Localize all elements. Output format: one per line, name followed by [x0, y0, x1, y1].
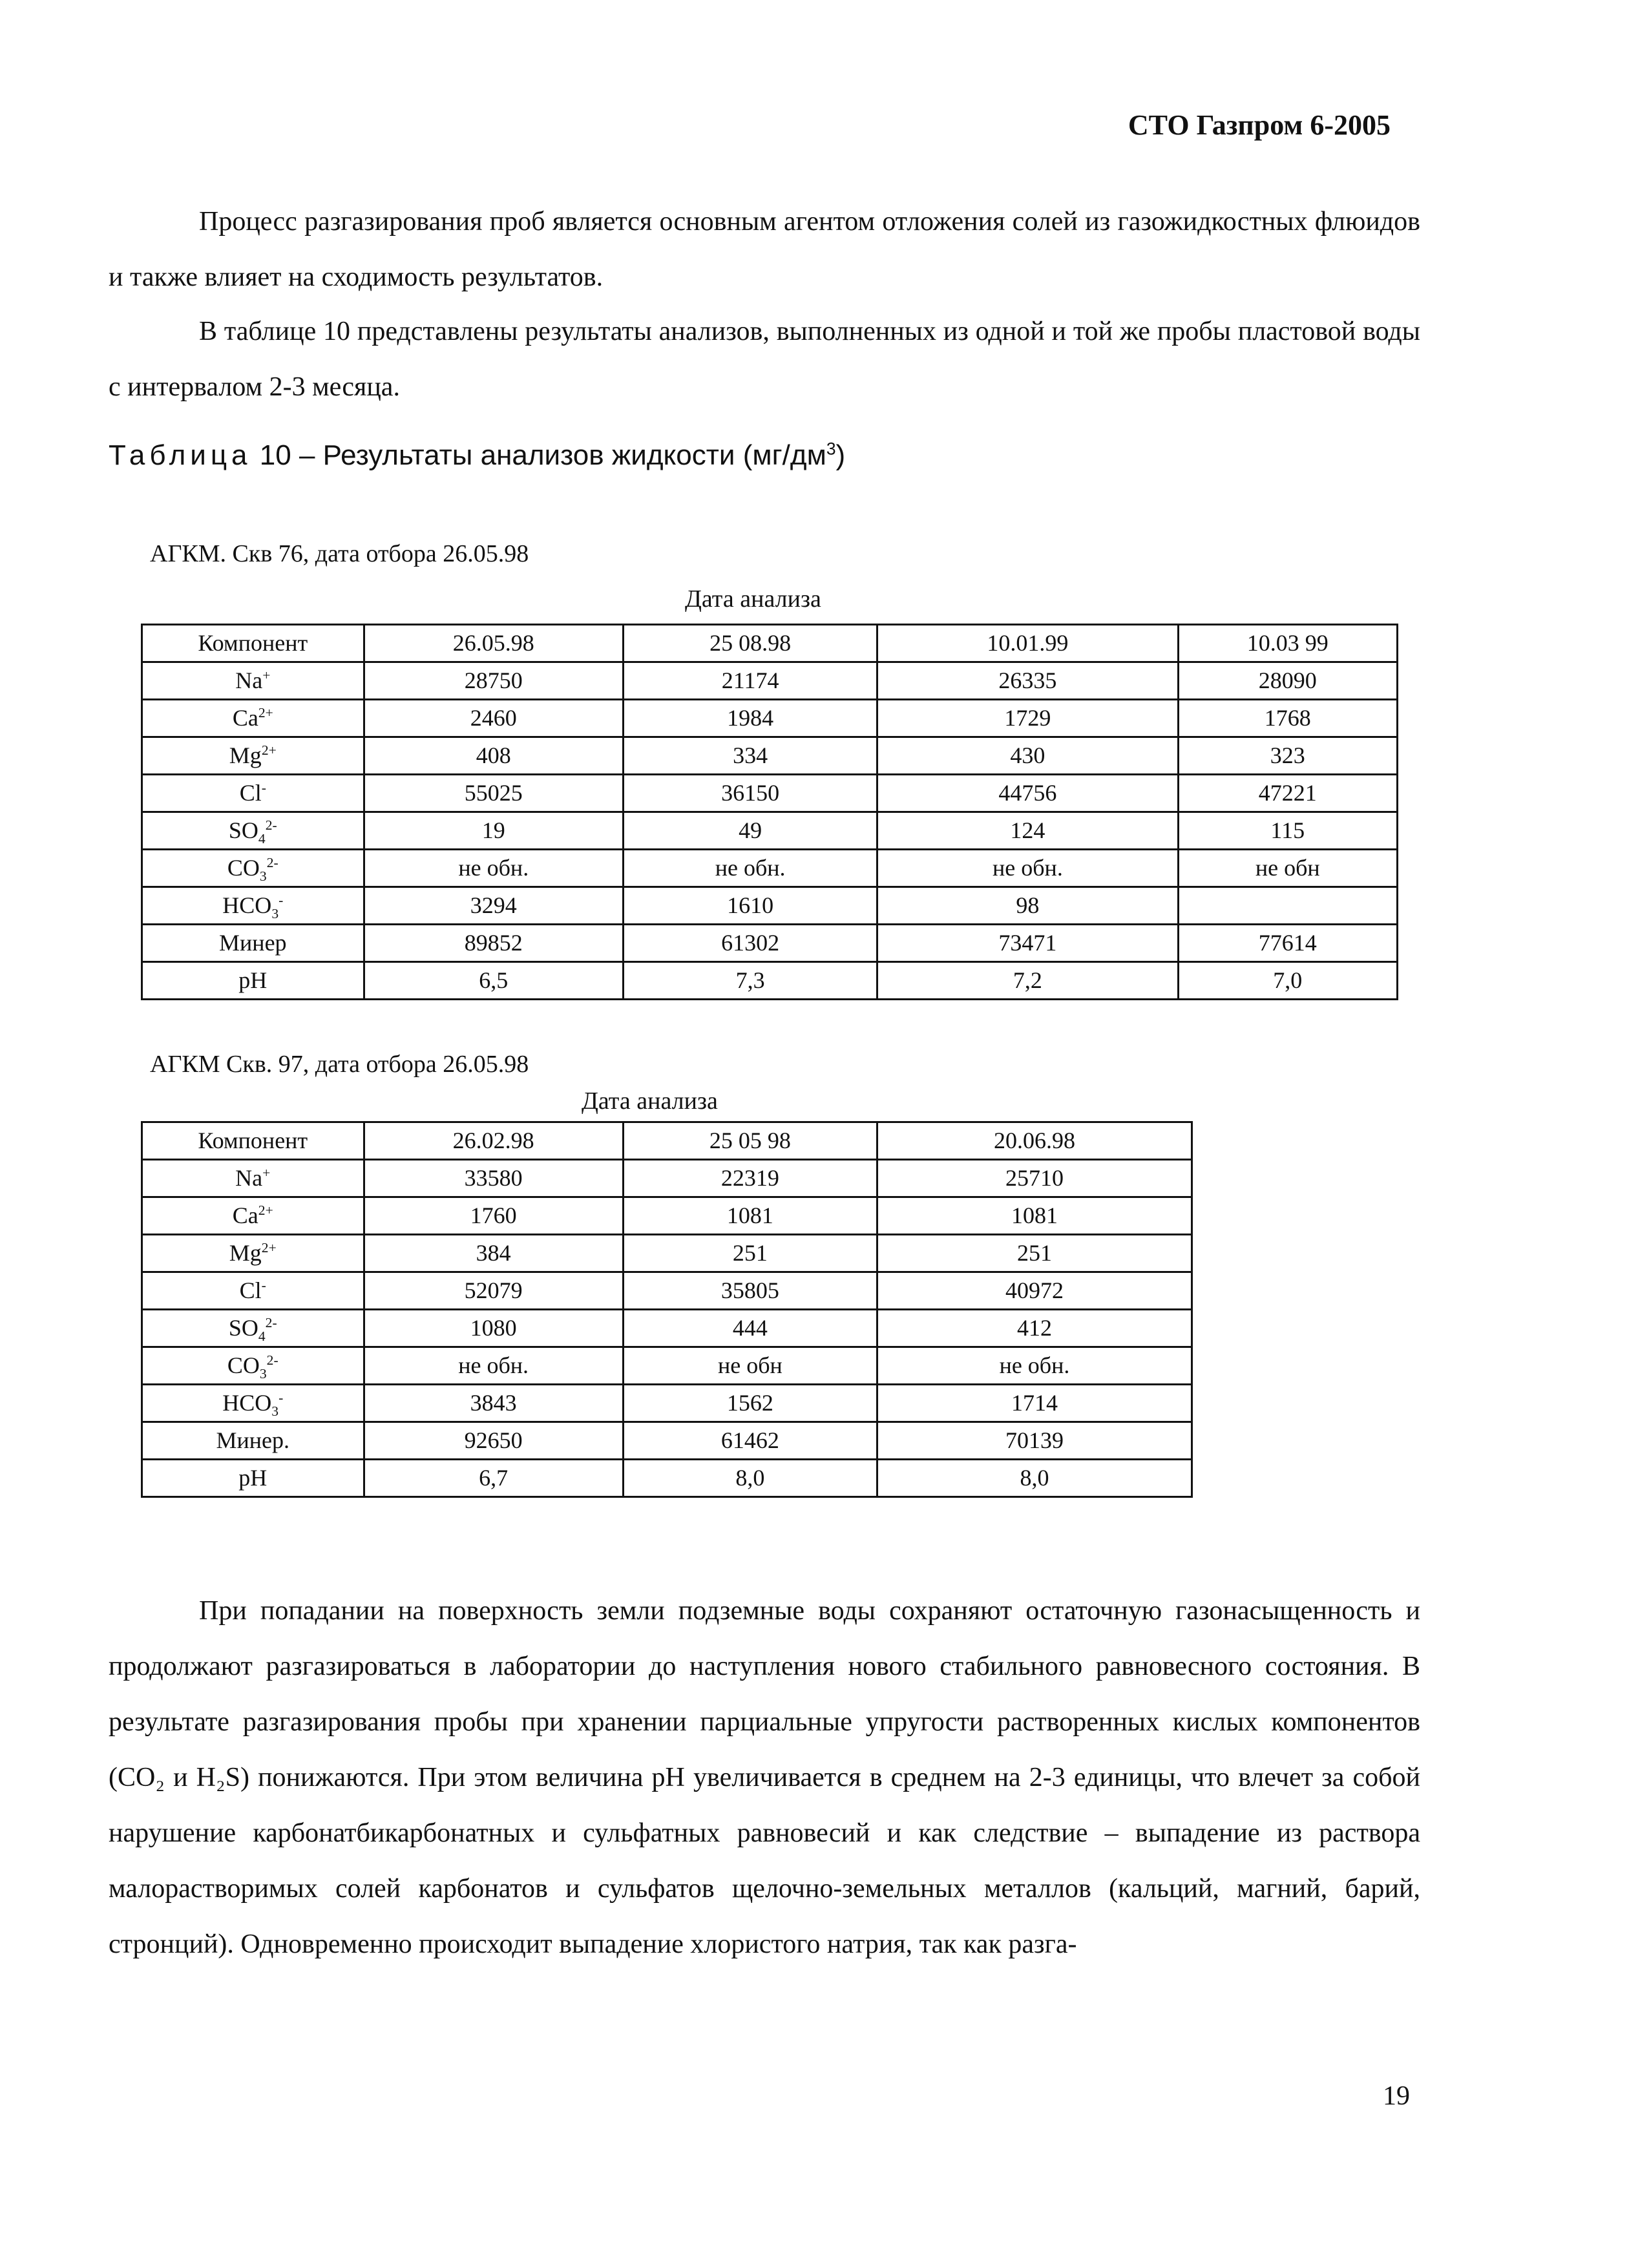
component-name: Минер. [216, 1427, 290, 1453]
value-cell: не обн. [623, 850, 877, 887]
value-cell: 251 [623, 1235, 877, 1272]
table1-subtitle: АГКМ. Скв 76, дата отбора 26.05.98 [150, 540, 529, 567]
value-cell: 28090 [1178, 662, 1397, 700]
table-caption-dash: – [299, 439, 315, 471]
value-cell: 3843 [364, 1385, 623, 1422]
table1 [141, 624, 1398, 1000]
value-cell: 7,0 [1178, 962, 1397, 1000]
value-cell: не обн. [877, 1347, 1192, 1385]
value-cell: 8,0 [877, 1460, 1192, 1497]
table2-body [142, 1122, 1192, 1497]
value-cell: не обн [623, 1347, 877, 1385]
component-cell [142, 1347, 364, 1385]
header-date: 20.06.98 [877, 1122, 1192, 1160]
component-cell [142, 887, 364, 925]
value-cell: не обн [1178, 850, 1397, 887]
component-superscript: - [261, 1277, 266, 1293]
table-row [142, 700, 1398, 737]
value-cell: 6,7 [364, 1460, 623, 1497]
table-row [142, 1235, 1192, 1272]
table-row [142, 737, 1398, 775]
table-caption-number: 10 [259, 439, 291, 471]
table-row [142, 662, 1398, 700]
component-name: pH [238, 1465, 268, 1491]
value-cell: 61462 [623, 1422, 877, 1460]
value-cell: не обн. [877, 850, 1178, 887]
value-cell: 412 [877, 1310, 1192, 1347]
value-cell: 73471 [877, 925, 1178, 962]
component-superscript: 2- [266, 1352, 278, 1368]
component-superscript: 2- [265, 817, 277, 833]
value-cell: 124 [877, 812, 1178, 850]
table-row [142, 1460, 1192, 1497]
table-row [142, 1160, 1192, 1197]
value-cell: 70139 [877, 1422, 1192, 1460]
component-name: CO [227, 1352, 260, 1378]
component-subscript: 3 [259, 868, 267, 885]
value-cell: 47221 [1178, 775, 1397, 812]
value-cell: 40972 [877, 1272, 1192, 1310]
value-cell: 1768 [1178, 700, 1397, 737]
table2 [141, 1121, 1193, 1498]
component-name: HCO [222, 1390, 272, 1416]
table-caption-label: Таблица [109, 439, 252, 471]
value-cell: 323 [1178, 737, 1397, 775]
component-cell [142, 1422, 364, 1460]
table-row [142, 850, 1398, 887]
component-cell [142, 850, 364, 887]
value-cell: 52079 [364, 1272, 623, 1310]
table-row [142, 1422, 1192, 1460]
page-number: 19 [1383, 2081, 1410, 2111]
value-cell: 2460 [364, 700, 623, 737]
value-cell: 444 [623, 1310, 877, 1347]
component-superscript: 2+ [258, 1202, 273, 1218]
table2-date-header: Дата анализа [582, 1087, 718, 1115]
table-row [142, 1272, 1192, 1310]
component-name: Mg [229, 1240, 262, 1266]
value-cell: 49 [623, 812, 877, 850]
component-cell [142, 812, 364, 850]
component-cell [142, 1235, 364, 1272]
header-date: 25 08.98 [623, 625, 877, 662]
component-name: pH [238, 967, 268, 993]
paragraph-intro-1: Процесс разгазирования проб является основным агентом отложения солей из газожидкостных флюидов и также влияет на сходимость результатов. [109, 207, 1420, 292]
value-cell: 1714 [877, 1385, 1192, 1422]
component-subscript: 4 [258, 831, 266, 847]
value-cell: не обн. [364, 850, 623, 887]
header-date: 25 05 98 [623, 1122, 877, 1160]
header-date: 26.05.98 [364, 625, 623, 662]
value-cell: 8,0 [623, 1460, 877, 1497]
value-cell [1178, 887, 1397, 925]
value-cell: не обн. [364, 1347, 623, 1385]
component-name: CO [227, 855, 260, 881]
component-name: Ca [232, 705, 258, 731]
value-cell: 33580 [364, 1160, 623, 1197]
table-row [142, 1347, 1192, 1385]
value-cell: 251 [877, 1235, 1192, 1272]
value-cell: 26335 [877, 662, 1178, 700]
table-caption-title: Результаты анализов жидкости (мг/дм [322, 439, 826, 471]
component-name: Na [235, 667, 263, 693]
table2-subtitle: АГКМ Скв. 97, дата отбора 26.05.98 [150, 1051, 529, 1078]
table-row [142, 775, 1398, 812]
table-row [142, 812, 1398, 850]
component-cell [142, 1460, 364, 1497]
value-cell: 1081 [877, 1197, 1192, 1235]
table-header-row [142, 625, 1398, 662]
value-cell: 92650 [364, 1422, 623, 1460]
component-subscript: 3 [271, 1403, 279, 1420]
component-cell [142, 662, 364, 700]
component-cell [142, 775, 364, 812]
component-subscript: 3 [271, 906, 279, 922]
table-row [142, 1197, 1192, 1235]
value-cell: 44756 [877, 775, 1178, 812]
component-cell [142, 700, 364, 737]
value-cell: 334 [623, 737, 877, 775]
value-cell: 430 [877, 737, 1178, 775]
value-cell: 1562 [623, 1385, 877, 1422]
value-cell: 384 [364, 1235, 623, 1272]
component-cell [142, 1197, 364, 1235]
value-cell: 36150 [623, 775, 877, 812]
table-row [142, 925, 1398, 962]
component-cell [142, 1160, 364, 1197]
value-cell: 25710 [877, 1160, 1192, 1197]
component-cell [142, 962, 364, 1000]
table-row [142, 1310, 1192, 1347]
value-cell: 7,3 [623, 962, 877, 1000]
value-cell: 1760 [364, 1197, 623, 1235]
value-cell: 1984 [623, 700, 877, 737]
component-cell [142, 1310, 364, 1347]
table-caption [109, 439, 845, 472]
value-cell: 1081 [623, 1197, 877, 1235]
value-cell: 19 [364, 812, 623, 850]
component-cell [142, 925, 364, 962]
value-cell: 28750 [364, 662, 623, 700]
component-superscript: 2+ [261, 742, 277, 758]
component-superscript: + [262, 1165, 271, 1181]
component-name: Na [235, 1165, 263, 1191]
value-cell: 98 [877, 887, 1178, 925]
table-row [142, 887, 1398, 925]
value-cell: 3294 [364, 887, 623, 925]
component-name: SO [228, 817, 258, 843]
component-superscript: + [262, 667, 271, 683]
table-caption-close: ) [835, 439, 846, 471]
component-name: Минер [219, 930, 287, 956]
component-name: Mg [229, 742, 262, 768]
value-cell: 1729 [877, 700, 1178, 737]
component-cell [142, 1385, 364, 1422]
document-header: СТО Газпром 6-2005 [1128, 109, 1391, 141]
component-superscript: 2- [265, 1315, 277, 1330]
value-cell: 408 [364, 737, 623, 775]
value-cell: 61302 [623, 925, 877, 962]
component-name: Cl [239, 780, 262, 806]
component-superscript: 2+ [258, 705, 273, 720]
value-cell: 115 [1178, 812, 1397, 850]
header-date: 10.01.99 [877, 625, 1178, 662]
header-date: 10.03 99 [1178, 625, 1397, 662]
table1-date-header: Дата анализа [685, 585, 821, 613]
component-cell [142, 737, 364, 775]
component-name: Ca [232, 1202, 258, 1228]
value-cell: 22319 [623, 1160, 877, 1197]
component-name: Cl [239, 1277, 262, 1303]
table1-body [142, 625, 1398, 1000]
value-cell: 1610 [623, 887, 877, 925]
value-cell: 7,2 [877, 962, 1178, 1000]
table-row [142, 1385, 1192, 1422]
header-date: 26.02.98 [364, 1122, 623, 1160]
value-cell: 77614 [1178, 925, 1397, 962]
value-cell: 35805 [623, 1272, 877, 1310]
table-header-row [142, 1122, 1192, 1160]
component-superscript: - [261, 780, 266, 795]
value-cell: 55025 [364, 775, 623, 812]
component-cell [142, 1272, 364, 1310]
value-cell: 21174 [623, 662, 877, 700]
component-superscript: 2- [266, 855, 278, 870]
component-subscript: 4 [258, 1328, 266, 1345]
paragraph-intro-2: В таблице 10 представлены результаты анализов, выполненных из одной и той же пробы пластовой воды с интервалом 2-3 месяца. [109, 317, 1420, 402]
header-component: Компонент [142, 1122, 364, 1160]
component-name: HCO [222, 892, 272, 918]
component-name: SO [228, 1315, 258, 1341]
value-cell: 6,5 [364, 962, 623, 1000]
header-component: Компонент [142, 625, 364, 662]
value-cell: 1080 [364, 1310, 623, 1347]
value-cell: 89852 [364, 925, 623, 962]
component-superscript: - [278, 892, 284, 908]
component-superscript: - [278, 1390, 284, 1405]
component-subscript: 3 [259, 1366, 267, 1382]
table-caption-sup: 3 [826, 439, 836, 459]
table-row [142, 962, 1398, 1000]
component-superscript: 2+ [261, 1240, 277, 1255]
paragraph-main: При попадании на поверхность земли подземные воды сохраняют остаточную газонасыщенность и продолжают разгазироваться в лаборатории до наступления нового стабильного равновесного состояния. В результате разгазирования пробы при хранении парциальные упругости растворенных кислых компонентов (CO₂ и H₂S) понижаются. При этом величина pH увеличивается в среднем на 2-3 единицы, что влечет за собой нарушение карбонатбикарбонатных и сульфатных равновесий и как следствие – выпадение из раствора малорастворимых солей карбонатов и сульфатов щелочно-земельных металлов (кальций, магний, барий, стронций). Одновременно происходит выпадение хлористого натрия, так как разга- [109, 1596, 1420, 1959]
